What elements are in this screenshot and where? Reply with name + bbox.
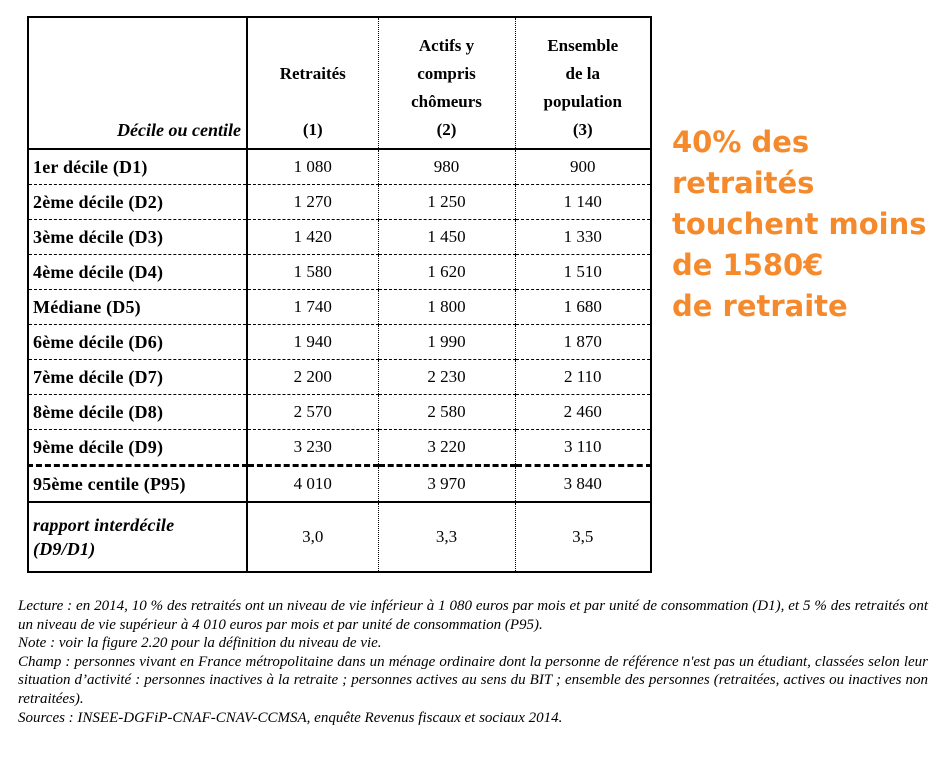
col-header-ensemble [515,17,651,149]
table-cell: 1 940 [247,325,378,360]
callout-annotation [672,122,937,327]
ratio-label-line: (D9/D1) [33,539,96,559]
row-label: 95ème centile (P95) [28,466,247,503]
table-cell: 3,5 [572,527,594,546]
col-number: (2) [436,120,457,139]
table-row [28,149,651,185]
table-cell: 980 [378,149,515,185]
row-label: 3ème décile (D3) [28,220,247,255]
table-row [28,430,651,466]
row-label: 1er décile (D1) [28,149,247,185]
note-champ: Champ : personnes vivant en France métropolitaine dans un ménage ordinaire dont la personne de référence n'est pas un étudiant, classées selon leur situation d’activité : personnes inactives à la retraite ; personnes actives au sens du BIT ; ensemble des personnes (retraitées, actives ou inactives non retraitées). [18,653,928,707]
callout-line: 40% des [672,125,810,159]
table-cell: 1 080 [247,149,378,185]
ratio-label-line: rapport interdécile [33,515,175,535]
row-label-header: Décile ou centile [28,17,247,149]
row-label: 8ème décile (D8) [28,395,247,430]
col-header-line: Retraités [279,64,346,83]
table-cell: 3,3 [378,502,515,572]
col-number: (1) [302,120,323,139]
table-cell: 3 110 [515,430,651,466]
table-cell: 2 230 [378,360,515,395]
col-header-line: population [543,92,622,111]
col-header-line: compris [417,64,476,83]
row-label: 2ème décile (D2) [28,185,247,220]
col-header-line: Actifs y [418,36,475,55]
ratio-label [28,502,247,572]
table-row [28,220,651,255]
table-cell: 3 220 [378,430,515,466]
callout-line: de retraite [672,289,848,323]
table-cell: 2 110 [515,360,651,395]
col-header-line: de la [565,64,600,83]
table-cell: 3 230 [247,430,378,466]
row-label: 4ème décile (D4) [28,255,247,290]
note-note: Note : voir la figure 2.20 pour la définition du niveau de vie. [18,635,382,652]
table-row [28,395,651,430]
col-header-line: Ensemble [547,36,619,55]
table-notes [18,597,928,727]
col-header-line: chômeurs [411,92,482,111]
callout-line: de 1580€ [672,248,824,282]
table-cell: 1 270 [247,185,378,220]
table-cell: 1 510 [515,255,651,290]
table-cell: 900 [515,149,651,185]
table-cell: 1 450 [378,220,515,255]
table-cell: 2 570 [247,395,378,430]
table-cell: 1 330 [515,220,651,255]
table-row [28,466,651,503]
table-cell: 4 010 [247,466,378,503]
note-sources: Sources : INSEE-DGFiP-CNAF-CNAV-CCMSA, enquête Revenus fiscaux et sociaux 2014. [18,709,563,726]
table-cell: 1 990 [378,325,515,360]
table-cell: 1 620 [378,255,515,290]
row-label: 9ème décile (D9) [28,430,247,466]
note-lecture: Lecture : en 2014, 10 % des retraités ont un niveau de vie inférieur à 1 080 euros par mois et par unité de consommation (D1), et 5 % des retraités ont un niveau de vie supérieur à 4 010 euros par mois et par unité de consommation (P95). [18,598,928,633]
table-cell: 1 420 [247,220,378,255]
table-cell: 3,0 [247,502,378,572]
callout-line: retraités [672,166,815,200]
table-row [28,325,651,360]
table-body [28,149,651,572]
table-cell: 1 580 [247,255,378,290]
table-header [28,17,651,149]
table-cell: 3 970 [378,466,515,503]
col-header-retraites [247,17,378,149]
table-cell: 1 740 [247,290,378,325]
table-cell: 1 140 [515,185,651,220]
row-label: Médiane (D5) [28,290,247,325]
table-cell: 2 460 [515,395,651,430]
col-header-actifs [378,17,515,149]
table-cell: 1 800 [378,290,515,325]
row-label: 6ème décile (D6) [28,325,247,360]
table-cell: 2 580 [378,395,515,430]
ratio-row [28,502,651,572]
table-row [28,290,651,325]
table-row [28,360,651,395]
table-cell: 3 840 [515,466,651,503]
callout-line: touchent moins [672,207,927,241]
row-label: 7ème décile (D7) [28,360,247,395]
table-cell: 1 250 [378,185,515,220]
table-cell: 2 200 [247,360,378,395]
table-row [28,185,651,220]
decile-table [27,16,652,573]
table-row [28,255,651,290]
table-cell: 1 680 [515,290,651,325]
table-cell: 1 870 [515,325,651,360]
col-number: (3) [572,120,593,139]
